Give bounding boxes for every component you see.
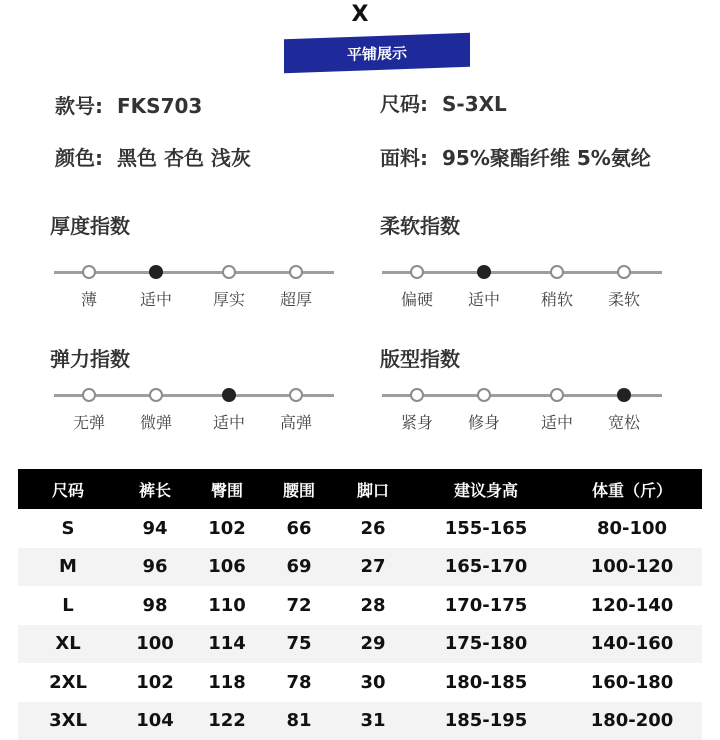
- spec-color-label: 颜色:: [55, 146, 103, 170]
- index-dot-selected: [149, 265, 163, 279]
- size-chart-cell: 94: [118, 509, 192, 548]
- size-chart-header-cell: 裤长: [118, 469, 192, 509]
- index-option-label: 适中: [199, 410, 259, 433]
- size-chart-cell: 180-185: [410, 663, 562, 702]
- index-option: [387, 260, 447, 310]
- index-dot: [477, 388, 491, 402]
- size-chart-cell: 29: [336, 625, 410, 664]
- size-chart-cell: 160-180: [562, 663, 702, 702]
- size-chart-table: [18, 469, 702, 740]
- size-chart-cell: 175-180: [410, 625, 562, 664]
- index-option: [527, 383, 587, 433]
- size-chart-row: [18, 625, 702, 664]
- thickness-index-scale: [54, 260, 334, 320]
- size-chart-cell: 31: [336, 702, 410, 740]
- size-chart-cell: XL: [18, 625, 118, 664]
- index-option-label: 无弹: [59, 410, 119, 433]
- softness-index-scale: [382, 260, 662, 320]
- index-option: [126, 260, 186, 310]
- softness-index-title: 柔软指数: [380, 210, 460, 239]
- index-dot: [410, 265, 424, 279]
- size-chart-cell: 66: [262, 509, 336, 548]
- index-option: [199, 383, 259, 433]
- fit-index-scale: [382, 383, 662, 443]
- index-dot-selected: [477, 265, 491, 279]
- size-chart-cell: 165-170: [410, 548, 562, 587]
- size-chart-row: [18, 586, 702, 625]
- spec-style-label: 款号:: [55, 94, 103, 118]
- index-option-label: 适中: [527, 410, 587, 433]
- index-option: [527, 260, 587, 310]
- size-chart-cell: 104: [118, 702, 192, 740]
- spec-size: [380, 88, 507, 117]
- size-chart-cell: 110: [192, 586, 262, 625]
- index-option: [126, 383, 186, 433]
- size-chart-cell: 102: [192, 509, 262, 548]
- flat-display-banner: 平铺展示: [284, 33, 470, 73]
- index-option-label: 高弹: [266, 410, 326, 433]
- index-option-label: 适中: [126, 287, 186, 310]
- size-chart-cell: 185-195: [410, 702, 562, 740]
- index-option-label: 偏硬: [387, 287, 447, 310]
- index-dot: [289, 388, 303, 402]
- size-chart-row: [18, 663, 702, 702]
- thickness-index-title: 厚度指数: [50, 210, 130, 239]
- index-option-label: 适中: [454, 287, 514, 310]
- elasticity-index-title: 弹力指数: [50, 343, 130, 372]
- size-chart-cell: 180-200: [562, 702, 702, 740]
- size-chart-cell: 122: [192, 702, 262, 740]
- size-chart-cell: 78: [262, 663, 336, 702]
- index-option: [387, 383, 447, 433]
- size-chart-cell: S: [18, 509, 118, 548]
- size-chart-cell: 81: [262, 702, 336, 740]
- index-option: [454, 383, 514, 433]
- spec-fabric: [380, 142, 651, 171]
- size-chart-cell: 120-140: [562, 586, 702, 625]
- index-option-label: 稍软: [527, 287, 587, 310]
- elasticity-index-scale: [54, 383, 334, 443]
- index-option-label: 超厚: [266, 287, 326, 310]
- spec-size-value: S-3XL: [442, 92, 507, 116]
- spec-style-value: FKS703: [117, 94, 202, 118]
- spec-fabric-label: 面料:: [380, 146, 428, 170]
- index-dot-selected: [222, 388, 236, 402]
- index-option: [266, 260, 326, 310]
- size-chart-cell: 30: [336, 663, 410, 702]
- size-chart-cell: 102: [118, 663, 192, 702]
- fit-index-title: 版型指数: [380, 343, 460, 372]
- spec-size-label: 尺码:: [380, 92, 428, 116]
- size-chart-cell: 2XL: [18, 663, 118, 702]
- index-option: [59, 260, 119, 310]
- size-chart-row: [18, 548, 702, 587]
- size-chart-cell: 28: [336, 586, 410, 625]
- spec-style: [55, 90, 202, 119]
- index-option-label: 修身: [454, 410, 514, 433]
- index-dot-selected: [617, 388, 631, 402]
- index-dot: [550, 388, 564, 402]
- index-option-label: 宽松: [594, 410, 654, 433]
- size-chart-cell: 3XL: [18, 702, 118, 740]
- size-chart-cell: 96: [118, 548, 192, 587]
- size-chart-cell: 155-165: [410, 509, 562, 548]
- index-option-label: 紧身: [387, 410, 447, 433]
- index-option: [266, 383, 326, 433]
- size-chart-header-cell: 尺码: [18, 469, 118, 509]
- size-chart-cell: 114: [192, 625, 262, 664]
- index-dot: [289, 265, 303, 279]
- index-dot: [222, 265, 236, 279]
- size-chart-cell: 72: [262, 586, 336, 625]
- size-chart-header-cell: 体重（斤）: [562, 469, 702, 509]
- index-option: [454, 260, 514, 310]
- index-option-label: 薄: [59, 287, 119, 310]
- index-option-label: 微弹: [126, 410, 186, 433]
- size-chart-header-cell: 脚口: [336, 469, 410, 509]
- index-dot: [617, 265, 631, 279]
- spec-color-value: 黑色 杏色 浅灰: [117, 146, 251, 170]
- size-chart-cell: 98: [118, 586, 192, 625]
- size-chart-cell: 118: [192, 663, 262, 702]
- size-chart-cell: 140-160: [562, 625, 702, 664]
- size-chart-cell: 170-175: [410, 586, 562, 625]
- spec-color: [55, 142, 251, 171]
- index-dot: [410, 388, 424, 402]
- size-chart-cell: 100: [118, 625, 192, 664]
- size-chart-cell: L: [18, 586, 118, 625]
- index-option: [199, 260, 259, 310]
- size-chart-cell: 27: [336, 548, 410, 587]
- size-chart-header-cell: 建议身高: [410, 469, 562, 509]
- index-option: [594, 383, 654, 433]
- size-chart-cell: M: [18, 548, 118, 587]
- size-chart-header-cell: 腰围: [262, 469, 336, 509]
- size-chart-header-row: [18, 469, 702, 509]
- index-dot: [149, 388, 163, 402]
- header-x-symbol: X: [0, 2, 720, 27]
- index-option: [59, 383, 119, 433]
- size-chart-row: [18, 509, 702, 548]
- size-chart-row: [18, 702, 702, 740]
- size-chart-header-cell: 臀围: [192, 469, 262, 509]
- size-chart-cell: 106: [192, 548, 262, 587]
- index-option-label: 厚实: [199, 287, 259, 310]
- spec-fabric-value: 95%聚酯纤维 5%氨纶: [442, 146, 651, 170]
- size-chart-cell: 75: [262, 625, 336, 664]
- index-option: [594, 260, 654, 310]
- size-chart-cell: 80-100: [562, 509, 702, 548]
- size-chart-cell: 69: [262, 548, 336, 587]
- size-chart-cell: 26: [336, 509, 410, 548]
- index-dot: [550, 265, 564, 279]
- size-chart-cell: 100-120: [562, 548, 702, 587]
- index-dot: [82, 388, 96, 402]
- index-option-label: 柔软: [594, 287, 654, 310]
- index-dot: [82, 265, 96, 279]
